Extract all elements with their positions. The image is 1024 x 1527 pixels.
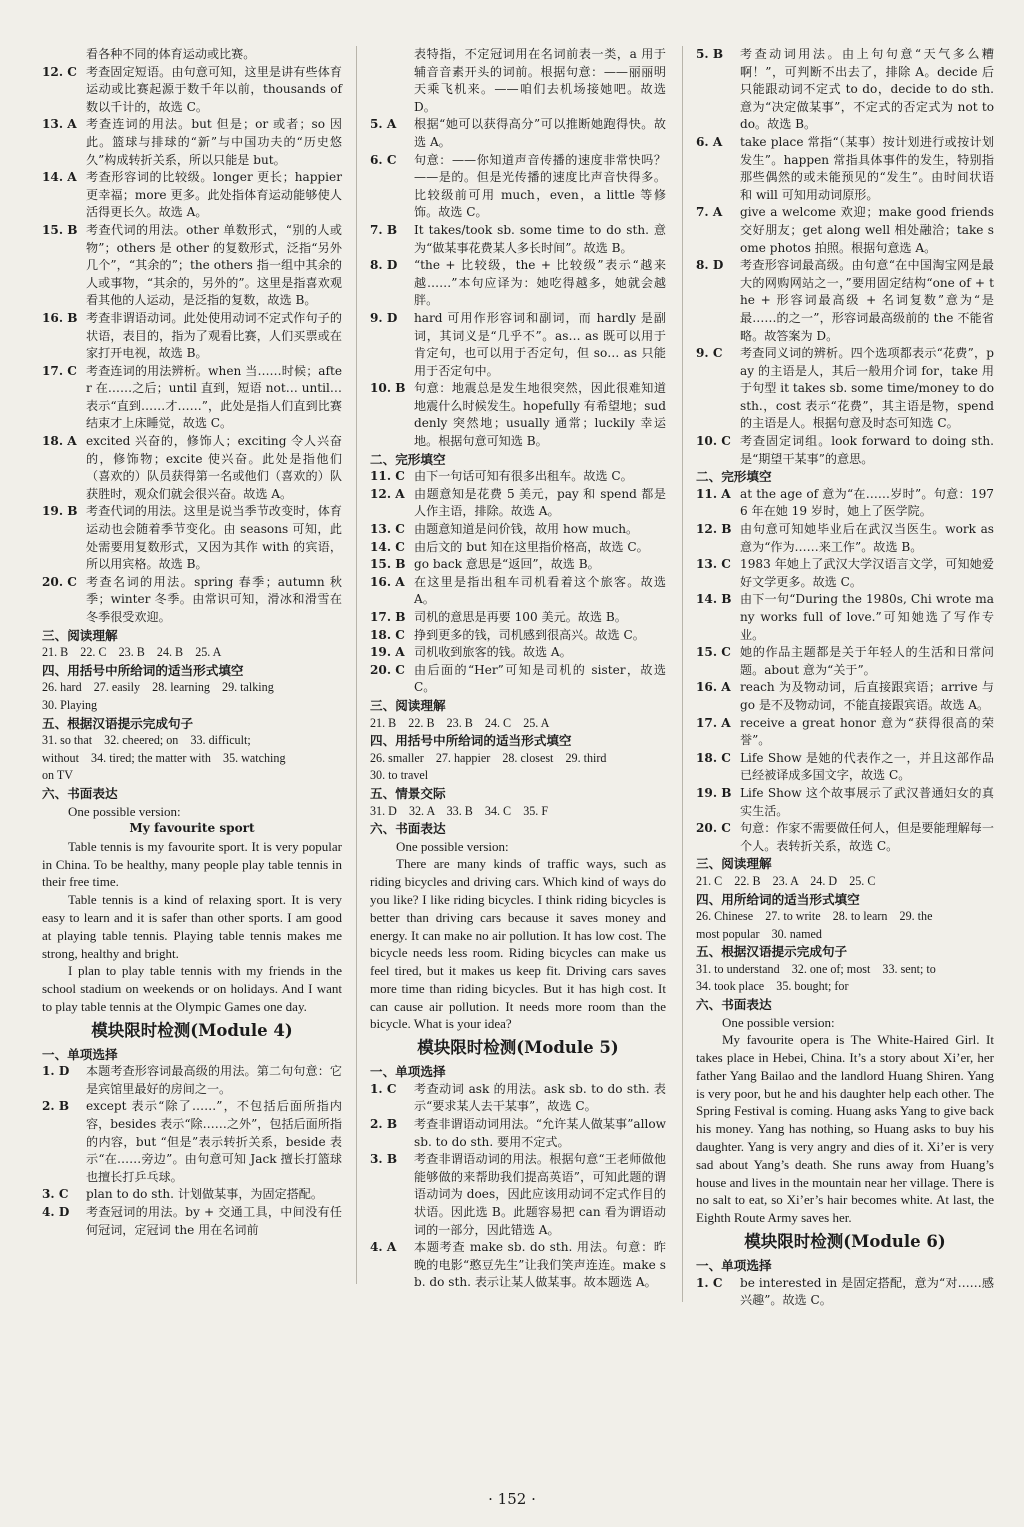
answer-item: 10. B 句意：地震总是发生地很突然，因此很难知道地震什么时候发生。hopefully 有希望地；suddenly 突然地；usually 通常；luckily 幸运地。根据句意可知选 B。 (370, 381, 666, 449)
answer-item: 17. B 司机的意思是再要 100 美元。故选 B。 (370, 610, 627, 624)
answer-item: 20. C 考查名词的用法。spring 春季；autumn 秋季；winter 冬季。由常识可知，滑冰和滑雪在冬季很受欢迎。 (42, 574, 342, 624)
answer-item: 13. C 由题意知道是问价钱，故用 how much。 (370, 522, 639, 537)
answer-item: 11. C 由下一句话可知有很多出租车。故选 C。 (370, 469, 633, 484)
answer-item: 2. B 考查非谓语动词用法。“允许某人做某事”allow sb. to do sth. 要用不定式。 (370, 1117, 666, 1149)
continued-text: 表特指，不定冠词用在名词前表一类，a 用于辅音音素开头的词前。根据句意：——丽丽明天乘飞机来。——咱们去机场接她吧。故选 D。 (414, 47, 666, 114)
answer-item: 16. A 在这里是指出租车司机看着这个旅客。故选 A。 (370, 574, 666, 607)
answer-item: 5. B 考查动词用法。由上句句意“天气多么糟啊！”，可判断不出去了，排除 A。decide 后只能跟动词不定式 to do，decide to do sth. 意为“决定做某事”，不定式的否定式为 not to do。故选 B。 (696, 47, 994, 132)
essay-paragraph: There are many kinds of traffic ways, such as riding bicycles and driving cars. Which kind of ways do you like? I like riding bicycles. I think riding bicycles is better than driving cars because it saves money and energy. It can make no air pollution. It has low cost. The bicycle needs less room. Riding bicycles can make us feel tired, but it makes us keep fit. Driving cars saves more time than riding bicycles. But it has high cost. It can cause air pollution. It needs more room than the bicycle. What is your idea? (370, 856, 666, 1032)
answer-line: without 34. tired; the matter with 35. watching (42, 750, 286, 765)
answer-item: 19. A 司机收到旅客的钱。故选 A。 (370, 645, 572, 660)
answer-item: 7. A give a welcome 欢迎；make good friends 交好朋友；get along well 相处融洽；take some photos 拍照。根据句意选 A。 (696, 205, 994, 255)
module-title: 模块限时检测(Module 5) (417, 1038, 619, 1058)
answer-item: 7. B It takes/took sb. some time to do sth. 意为“做某事花费某人多长时间”。故选 B。 (370, 222, 666, 255)
answer-item: 4. D 考查冠词的用法。by + 交通工具，中间没有任何冠词，定冠词 the 用在名词前 (42, 1205, 342, 1237)
answer-item: 3. B 考查非谓语动词的用法。根据句意“王老师做他能够做的来帮助我们提高英语”，可知此题的谓语动词为 does，因此应该用动词不定式作目的状语。因此选 B。此题容易把 can 看为谓语动词的一部分，因此错选 A。 (370, 1152, 666, 1237)
section-heading: 三、阅读理解 (370, 697, 446, 713)
section-heading: 五、根据汉语提示完成句子 (696, 944, 848, 960)
answer-line: 30. Playing (42, 697, 98, 712)
answer-item: 13. C 1983 年她上了武汉大学汉语言文学，可知她爱好文学更多。故选 C。 (696, 557, 994, 589)
answer-list (42, 64, 342, 627)
answer-line: 26. smaller 27. happier 28. closest 29. third (370, 750, 607, 765)
answer-item: 2. B except 表示“除了……”，不包括后面所指内容，besides 表示“除……之外”，包括后面所指的内容，but “但是”表示转折关系，beside 表示“在……旁边”。由句意可知 Jack 擅长打篮球也擅长打乒乓球。 (42, 1099, 342, 1184)
answer-item: 1. D 本题考查形容词最高级的用法。第二句句意：它是宾馆里最好的房间之一。 (42, 1064, 342, 1096)
answer-item: 9. C 考查同义词的辨析。四个选项都表示“花费”，pay 的主语是人，其后一般用介词 for，take 用于句型 it takes sb. some time/money to do sth.，cost 表示“花费”，其主语是物，spend 的主语是人。根据句意及时态可知选 C。 (696, 346, 994, 431)
answer-item: 8. D 考查形容词最高级。由句意“在中国淘宝网是最大的网购网站之一，”要用固定结构“one of + the + 形容词最高级 + 名词复数”意为“是最……的之一”，形容词最高级前的 the 不能省略。故答案为 D。 (696, 258, 994, 343)
answer-item: 13. A 考查连词的用法。but 但是；or 或者；so 因此。篮球与排球的“新”与中国功夫的“历史悠久”构成转折关系，所以只能是 but。 (42, 117, 342, 167)
answer-item: 20. C 由后面的“Her”可知是司机的 sister，故选 C。 (370, 662, 666, 695)
version-label: One possible version: (722, 1014, 835, 1030)
answer-item: 14. B 由下一句“During the 1980s, Chi wrote many works full of love.”可知她选了写作专业。 (696, 592, 994, 642)
section-heading: 一、单项选择 (370, 1064, 446, 1080)
answer-item: 16. A reach 为及物动词，后直接跟宾语；arrive 与 go 是不及物动词，不能直接跟宾语。故选 A。 (696, 680, 994, 712)
essay-paragraph: Table tennis is my favourite sport. It is very popular in China. To be healthy, many people play table tennis in their free time. (42, 838, 342, 890)
essay-paragraph: I plan to play table tennis with my friends in the school stadium on weekends or on holidays. And I want to play table tennis at the Olympic Games one day. (42, 963, 342, 1014)
section-heading: 三、阅读理解 (696, 856, 772, 872)
continued-text: 看各种不同的体育运动或比赛。 (86, 47, 256, 61)
answer-item: 19. B Life Show 这个故事展示了武汉普通妇女的真实生活。 (696, 785, 994, 818)
module-title: 模块限时检测(Module 4) (91, 1020, 293, 1040)
section-heading: 一、单项选择 (696, 1258, 772, 1274)
section-heading: 六、书面表达 (42, 785, 118, 801)
answer-item: 6. A take place 常指“（某事）按计划进行或按计划发生”。happen 常指具体事件的发生，特别指那些偶然的或未能预见的“发生”。由时间状语和 will 可知用动词原形。 (696, 134, 994, 202)
section-heading: 五、情景交际 (370, 785, 446, 801)
answer-line: on TV (42, 768, 74, 783)
essay-paragraph: Table tennis is a kind of relaxing sport. It is very easy to learn and it is safer than other sports. I am good at playing table tennis. Playing table tennis makes me strong, healthy and bright. (42, 892, 342, 961)
section-heading: 四、用所给词的适当形式填空 (696, 891, 860, 907)
answer-item: 8. D “the + 比较级，the + 比较级”表示“越来越……”本句应译为：她吃得越多，她就会越胖。 (370, 258, 666, 308)
section-heading: 一、单项选择 (42, 1046, 118, 1062)
answer-item: 20. C 句意：作家不需要做任何人，但是要能理解每一个人。表转折关系，故选 C。 (696, 821, 994, 853)
version-label: One possible version: (68, 803, 181, 819)
answer-line: 34. took place 35. bought; for (696, 979, 849, 994)
answer-item: 10. C 考查固定词组。look forward to doing sth. 是“期望干某事”的意思。 (696, 434, 994, 466)
module-title: 模块限时检测(Module 6) (744, 1232, 946, 1252)
page-number: · 152 · (488, 1490, 536, 1508)
column-right (696, 46, 994, 1310)
answer-item: 9. D hard 可用作形容词和副词，而 hardly 是副词，其词义是“几乎不”。as… as 既可以用于肯定句，也可以用于否定句，但 so… as 只能用于否定句中。 (370, 310, 666, 378)
answer-line: 21. B 22. B 23. B 24. C 25. A (370, 715, 550, 730)
answer-line: 31. D 32. A 33. B 34. C 35. F (370, 803, 549, 818)
essay-paragraph: My favourite opera is The White-Haired Girl. It takes place in Hebei, China. It’s a story about Xi’er, her father Yang Bailao and the landlord Huang Shiren. Yang is very poor, but he and his daughter help each other. The Spring Festival is coming. Huang asks Yang to give back his money. Yang has nothing, so Huang asks to buy his daughter. Yang is very angry and dies of it. Xi’er is very sad about Yang’s death. She runs away from Huang’s house and lives in the mountain near her village. There is no salt to eat, so Xi’er’s hair becomes white. At last, the Eighth Route Army saves her. (696, 1032, 994, 1226)
answer-item: 12. A 由题意知是花费 5 美元，pay 和 spend 都是人作主语，排除。故选 A。 (370, 486, 666, 519)
section-heading: 四、用括号中所给词的适当形式填空 (370, 733, 572, 749)
column-left (42, 46, 342, 1239)
answer-item: 11. A at the age of 意为“在……岁时”。句意：1976 年在她 19 岁时，她上了医学院。 (696, 486, 994, 519)
section-heading: 四、用括号中所给词的适当形式填空 (42, 662, 244, 678)
section-heading: 六、书面表达 (370, 821, 446, 837)
section-heading: 六、书面表达 (696, 997, 772, 1013)
answer-line: 21. B 22. C 23. B 24. B 25. A (42, 645, 222, 660)
answer-item: 16. B 考查非谓语动词。此处使用动词不定式作句子的状语，表目的，指为了观看比赛，人们买票或在家打开电视，故选 B。 (42, 310, 342, 361)
answer-item: 12. C 考查固定短语。由句意可知，这里是讲有些体育运动或比赛起源于数千年以前，thousands of 数以千计的，故选 C。 (42, 64, 342, 114)
section-heading: 二、完形填空 (370, 451, 446, 467)
section-heading: 二、完形填空 (696, 469, 772, 485)
answer-item: 1. C be interested in 是固定搭配，意为“对……感兴趣”。故选 C。 (696, 1275, 994, 1308)
answer-item: 5. A 根据“她可以获得高分”可以推断她跑得快。故选 A。 (370, 117, 666, 149)
answer-line: 26. Chinese 27. to write 28. to learn 29. the (696, 909, 933, 924)
section-heading: 三、阅读理解 (42, 627, 118, 643)
column-middle (370, 46, 666, 1292)
answer-item: 19. B 考查代词的用法。这里是说当季节改变时，体育运动也会随着季节变化。由 seasons 可知，此处需要用复数形式，又因为其作 with 的宾语，所以用宾格。故选 B。 (42, 504, 342, 572)
answer-line: 31. so that 32. cheered; on 33. difficult; (42, 733, 251, 748)
answer-item: 4. A 本题考查 make sb. do sth. 用法。句意：昨晚的电影“憨豆先生”让我们笑声连连。make sb. do sth. 表示让某人做某事。故本题选 A。 (370, 1240, 666, 1290)
section-heading: 五、根据汉语提示完成句子 (42, 715, 194, 731)
answer-item: 1. C 考查动词 ask 的用法。ask sb. to do sth. 表示“要求某人去干某事”，故选 C。 (370, 1081, 666, 1114)
answer-item: 18. C Life Show 是她的代表作之一，并且这部作品已经被译成多国文字，故选 C。 (696, 750, 994, 783)
answer-item: 12. B 由句意可知她毕业后在武汉当医生。work as 意为“作为……来工作”。故选 B。 (696, 522, 994, 554)
answer-item: 14. C 由后文的 but 知在这里指价格高，故选 C。 (370, 539, 649, 554)
answer-item: 15. B go back 意思是“返回”，故选 B。 (370, 557, 600, 572)
answer-item: 17. C 考查连词的用法辨析。when 当……时候；after 在……之后；until 直到，短语 not… until… 表示“直到……才……”，此处是指人们直到比赛结束才上床睡觉，故选 C。 (42, 363, 342, 431)
answer-item: 18. A excited 兴奋的，修饰人；exciting 令人兴奋的，修饰物；excite 使兴奋。此处是指他们（喜欢的）队员获得第一名或他们（喜欢的）队获胜时，观众们就会很兴奋。故选 A。 (42, 434, 342, 501)
answer-item: 18. C 挣到更多的钱，司机感到很高兴。故选 C。 (370, 627, 645, 642)
answer-item: 17. A receive a great honor 意为“获得很高的荣誉”。 (696, 715, 994, 748)
answer-item: 6. C 句意：——你知道声音传播的速度非常快吗？——是的。但是光传播的速度比声音快得多。比较级前可用 much，even，a little 等修饰。故选 C。 (370, 152, 666, 220)
answer-line: 30. to travel (370, 768, 429, 783)
answer-line: 31. to understand 32. one of; most 33. sent; to (696, 961, 936, 976)
version-label: One possible version: (396, 838, 509, 854)
answer-item: 15. B 考查代词的用法。other 单数形式，“别的人或物”；others 是 other 的复数形式，泛指“另外几个”，“其余的”；the others 指一组中其余的人或事物，“其余的，另外的”。这里是指喜欢观看其他的人运动，是泛指的复数，故选 B。 (42, 222, 342, 308)
answer-line: 26. hard 27. easily 28. learning 29. talking (42, 680, 274, 695)
essay-title: My favourite sport (129, 821, 255, 836)
answer-line: 21. C 22. B 23. A 24. D 25. C (696, 873, 876, 888)
answer-line: most popular 30. named (696, 926, 822, 941)
answer-item: 3. C plan to do sth. 计划做某事，为固定搭配。 (42, 1187, 323, 1202)
answer-item: 14. A 考查形容词的比较级。longer 更长；happier 更幸福；more 更多。此处指体育运动能够使人活得更长久。故选 A。 (42, 170, 342, 220)
answer-item: 15. C 她的作品主题都是关于年轻人的生活和日常问题。about 意为“关于”。 (696, 645, 994, 677)
